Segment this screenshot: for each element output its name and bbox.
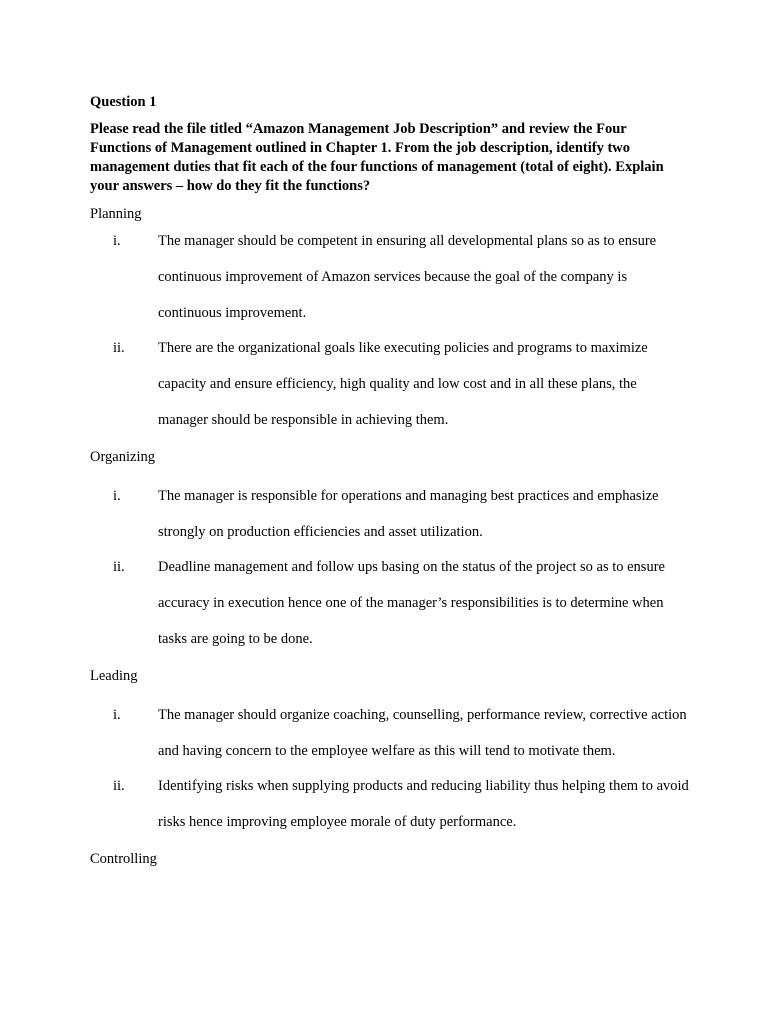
organizing-list	[90, 479, 690, 658]
section-heading-organizing: Organizing	[90, 448, 155, 465]
list-item-text: Deadline management and follow ups basing on the status of the project so as to ensure accuracy in execution hence one of the manager’s responsibilities is to determine when tasks are going to be done.	[158, 559, 665, 647]
list-item	[90, 550, 690, 657]
question-prompt: Please read the file titled “Amazon Management Job Description” and review the Four Functions of Management outlined in Chapter 1. From the job description, identify two management duties that fit each of the four functions of management (total of eight). Explain your answers – how do they fit the functions?	[90, 121, 664, 194]
list-item	[90, 224, 690, 331]
list-item-text: The manager should be competent in ensuring all developmental plans so as to ensure continuous improvement of Amazon services because the goal of the company is continuous improvement.	[158, 233, 657, 321]
question-title: Question 1	[90, 94, 157, 110]
list-item	[90, 769, 690, 841]
section-heading-controlling: Controlling	[90, 850, 157, 867]
list-marker: i.	[113, 233, 121, 249]
list-item	[90, 331, 690, 438]
organizing-section	[90, 447, 690, 658]
list-item-text: The manager is responsible for operations and managing best practices and emphasize strongly on production efficiencies and asset utilization.	[158, 487, 659, 540]
list-marker: i.	[113, 487, 121, 504]
document-page	[90, 92, 690, 869]
section-heading-leading: Leading	[90, 667, 138, 684]
list-marker: ii.	[113, 778, 125, 795]
list-marker: ii.	[113, 559, 125, 576]
controlling-section	[90, 849, 690, 869]
planning-list	[90, 224, 690, 439]
leading-section	[90, 666, 690, 841]
list-item-text: There are the organizational goals like executing policies and programs to maximize capacity and ensure efficiency, high quality and low cost and in all these plans, the manager should be responsible in achieving them.	[158, 340, 648, 428]
list-item	[90, 698, 690, 770]
list-item-text: Identifying risks when supplying products and reducing liability thus helping them to avoid risks hence improving employee morale of duty performance.	[158, 778, 689, 831]
list-marker: i.	[113, 706, 121, 723]
list-marker: ii.	[113, 340, 125, 357]
list-item	[90, 479, 690, 551]
section-heading-planning: Planning	[90, 206, 142, 222]
leading-list	[90, 698, 690, 841]
list-item-text: The manager should organize coaching, counselling, performance review, corrective action and having concern to the employee welfare as this will tend to motivate them.	[158, 706, 687, 759]
planning-section	[90, 204, 690, 439]
